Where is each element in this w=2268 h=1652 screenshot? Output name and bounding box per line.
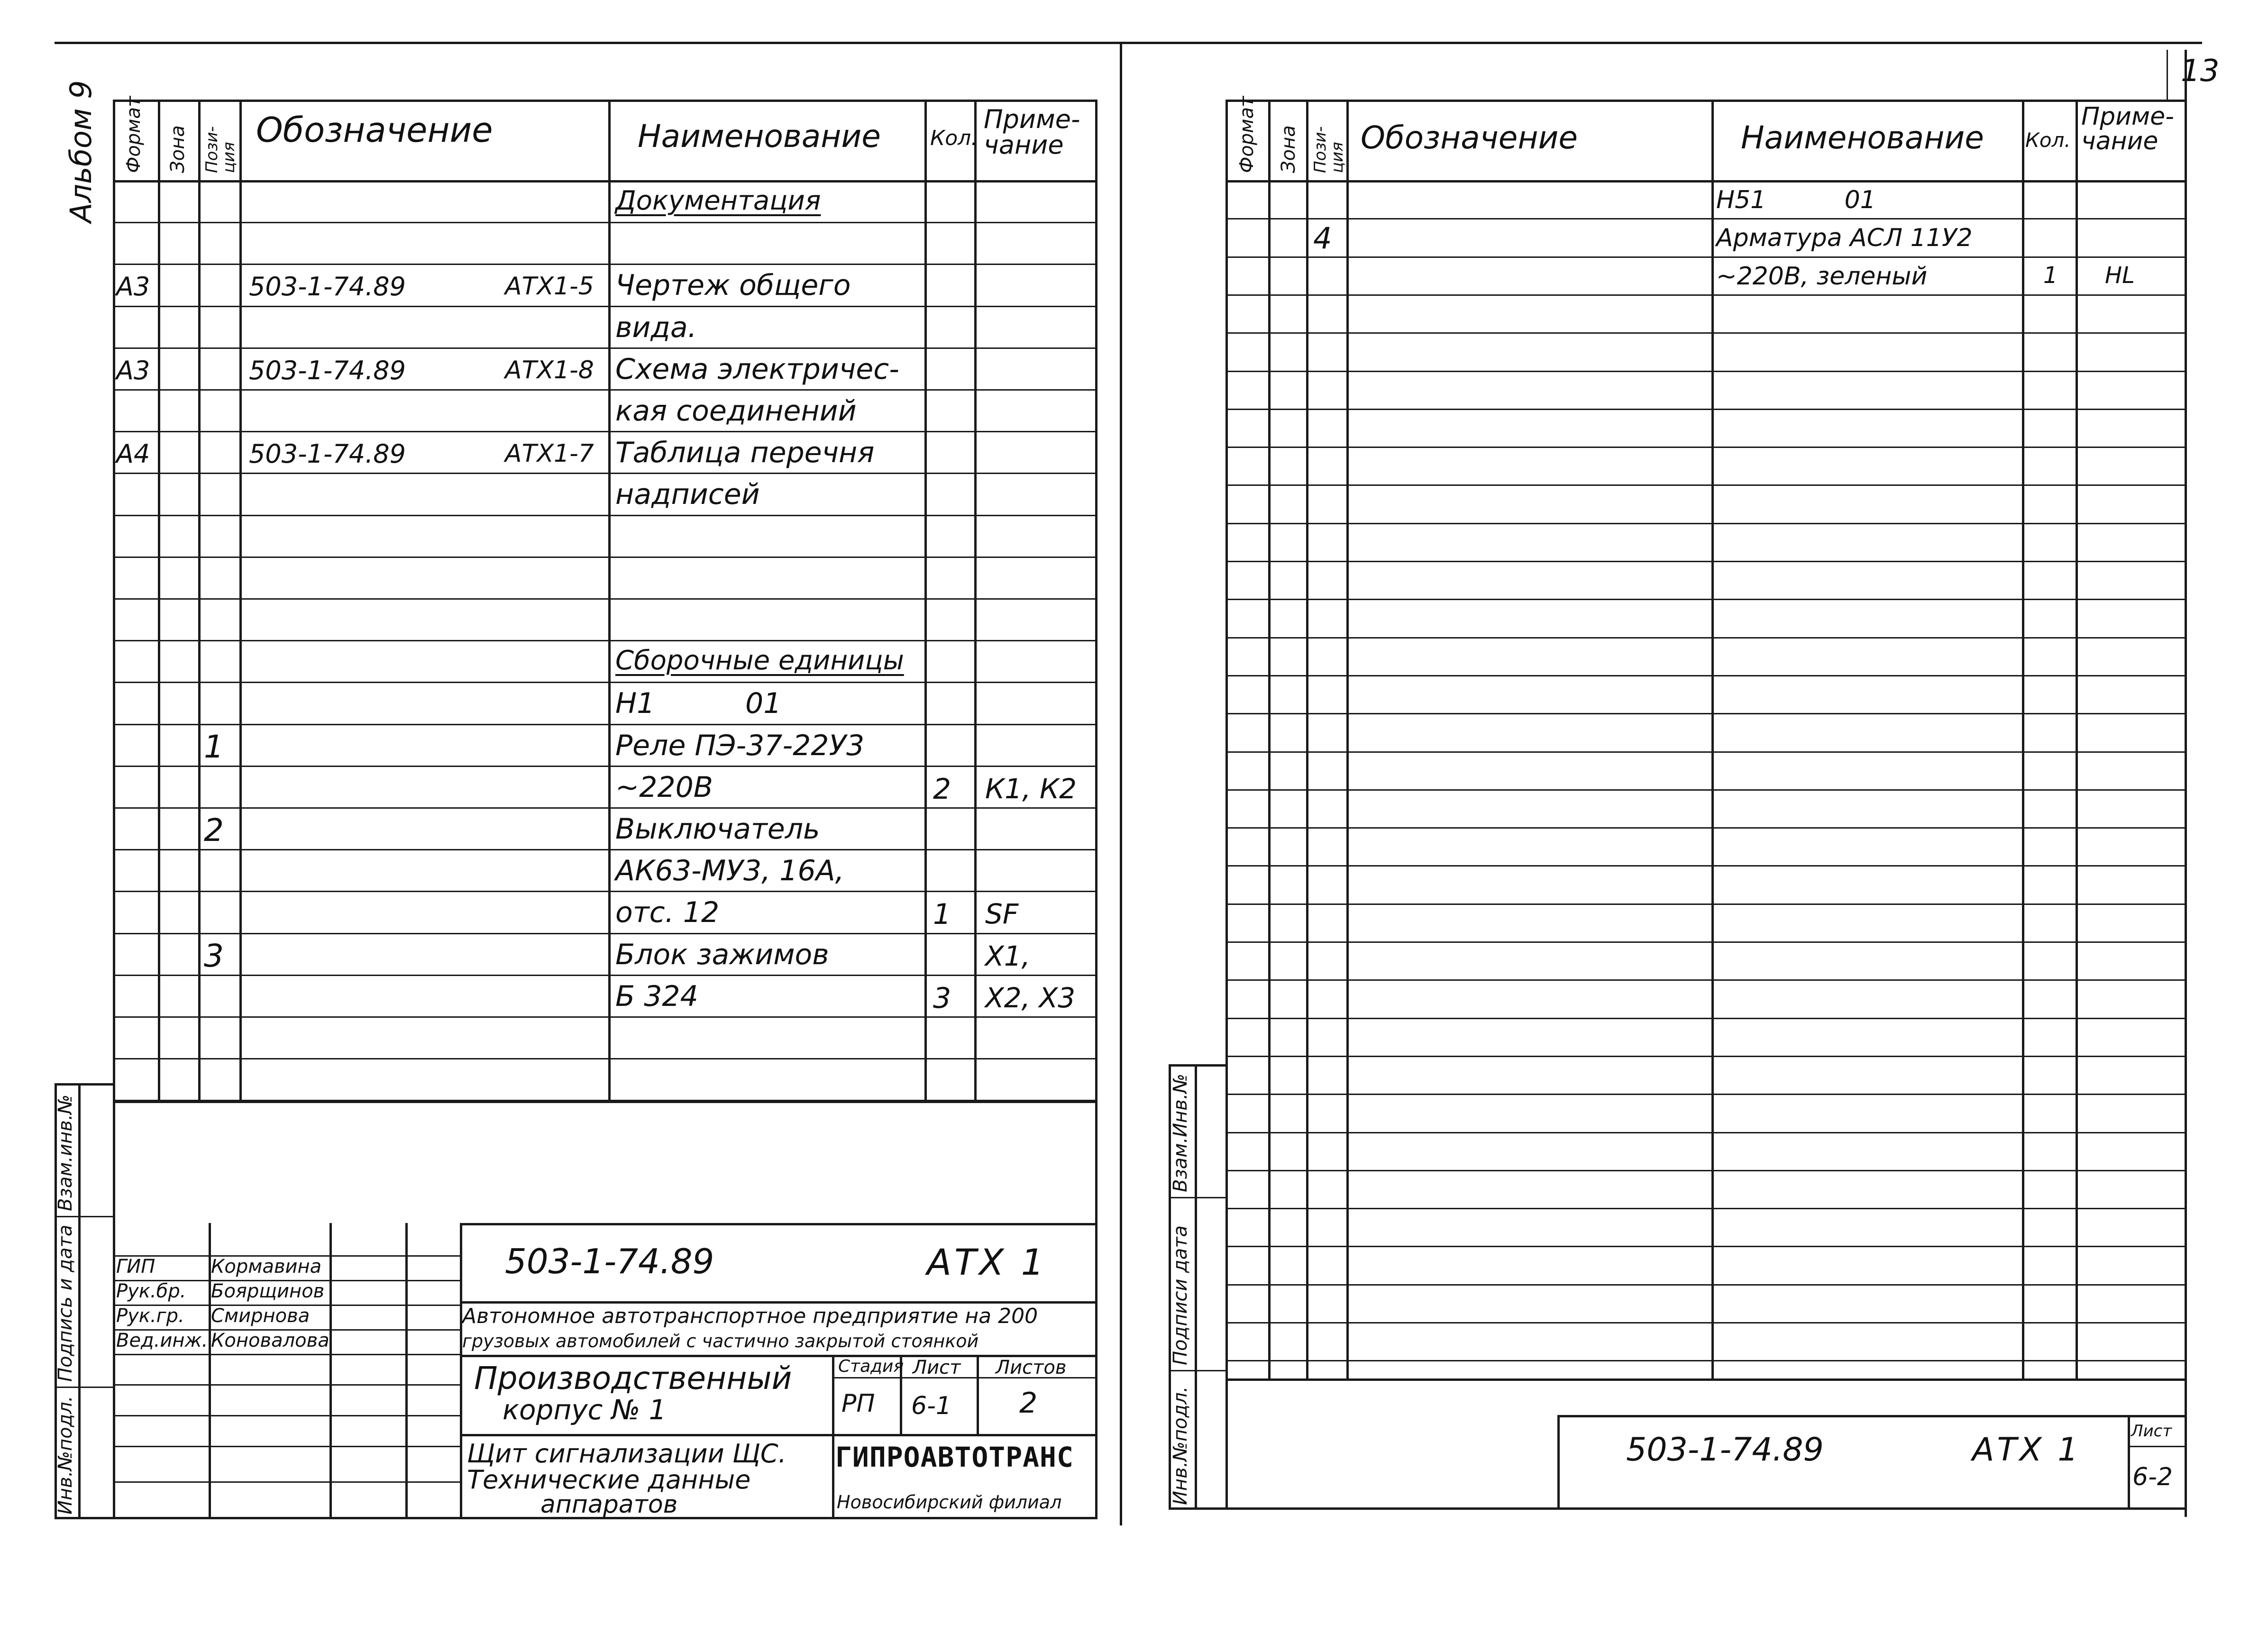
staff-role: Вед.инж.: [116, 1330, 208, 1351]
left-row-line: [113, 473, 1097, 474]
right-row-line: [1225, 904, 2187, 905]
corner-number-divider: [2167, 50, 2168, 102]
staff-role: ГИП: [116, 1256, 155, 1278]
left-row-line: [113, 682, 1097, 683]
right-header-qty: Кол.: [2025, 128, 2071, 152]
left-col-note: [974, 100, 977, 1102]
right-header-format: Формат: [1236, 96, 1258, 173]
row-format: А3: [116, 356, 150, 385]
right-row-line: [1225, 637, 2187, 639]
right-col-zone: [1268, 100, 1271, 1379]
staff-role: Рук.гр.: [116, 1305, 184, 1327]
right-footer-top: [1557, 1415, 2187, 1417]
left-header-qty: Кол.: [930, 126, 978, 150]
row-position: 2: [204, 812, 224, 849]
right-row-line: [1225, 1018, 2187, 1019]
left-frame-left: [113, 100, 115, 1519]
left-col-pos: [198, 100, 201, 1102]
row-qty: 2: [933, 773, 951, 806]
left-row-line: [113, 933, 1097, 934]
row-name: Н51 01: [1716, 186, 1876, 214]
right-col-pos: [1306, 100, 1308, 1379]
left-title-left: [460, 1223, 462, 1519]
right-header-zone: Зона: [1278, 125, 1299, 173]
left-stamp-vzam: Взам.инв.№: [55, 1094, 76, 1211]
row-name: Реле ПЭ-37-22У3: [615, 729, 865, 762]
left-stamp-div1: [55, 1216, 113, 1217]
left-frame-right: [1095, 100, 1097, 1519]
row-name: Таблица перечня: [615, 436, 875, 469]
row-format: А3: [116, 272, 150, 301]
right-footer-sheet-value: 6-2: [2132, 1463, 2173, 1491]
sheet-corner-number: 13: [2181, 54, 2220, 89]
right-frame-right: [2185, 50, 2187, 1517]
title-docnum-line: [460, 1301, 1097, 1304]
left-row-line: [113, 431, 1097, 432]
staff-col-2: [329, 1223, 332, 1519]
left-row-line: [113, 1016, 1097, 1018]
right-row-line: [1225, 484, 2187, 486]
row-qty: 1: [2043, 262, 2058, 289]
right-stamp-div1: [1169, 1197, 1225, 1198]
row-qty: 1: [933, 898, 951, 931]
right-footer-left: [1557, 1415, 1560, 1510]
row-format: А4: [116, 439, 150, 469]
left-col-zone: [158, 100, 160, 1102]
row-name: надписей: [615, 478, 760, 511]
title-doc-title-line1: Щит сигнализации ЩС.: [467, 1439, 786, 1469]
right-footer-sheet-line: [2128, 1446, 2187, 1447]
right-row-line: [1225, 599, 2187, 600]
left-header-position-text: Пози- ция: [202, 126, 238, 173]
row-name: Сборочные единицы: [615, 645, 904, 676]
title-sheets-value: 2: [1019, 1387, 1038, 1420]
title-sheet-label: Лист: [913, 1357, 961, 1378]
right-footer-bottom: [1171, 1507, 2187, 1510]
row-position: 4: [1313, 221, 1332, 256]
left-row-line: [113, 515, 1097, 516]
title-sheets-col: [977, 1355, 979, 1434]
right-row-line: [1225, 1094, 2187, 1095]
right-col-qty: [2022, 100, 2024, 1379]
row-name: ~220В, зеленый: [1716, 262, 1928, 291]
left-col-name: [608, 100, 611, 1102]
left-header-zone: Зона: [167, 125, 189, 173]
left-stamp-bottom: [55, 1517, 113, 1519]
row-qty: 3: [933, 982, 951, 1015]
right-row-line: [1225, 865, 2187, 867]
right-col-note: [2076, 100, 2078, 1379]
left-col-qty: [924, 100, 927, 1102]
staff-row-5: [113, 1354, 460, 1355]
right-row-line: [1225, 371, 2187, 372]
org-branch: Новосибирский филиал: [837, 1492, 1062, 1513]
row-position: 1: [204, 729, 224, 765]
right-header-bottom: [1225, 180, 2187, 183]
left-row-line: [113, 598, 1097, 600]
left-title-top: [460, 1223, 1097, 1225]
staff-name: Боярщинов: [211, 1280, 325, 1302]
right-stamp-inv: Инв.№подл.: [1170, 1386, 1191, 1505]
title-sheet-value: 6-1: [911, 1392, 951, 1420]
staff-name: Кормавина: [211, 1256, 322, 1278]
staff-col-3: [405, 1223, 408, 1519]
right-table-end: [1225, 1378, 2187, 1381]
left-header-bottom: [113, 180, 1097, 183]
page-center-fold-line: [1120, 42, 1122, 1525]
right-row-line: [1225, 256, 2187, 258]
title-doc-title-line2: Технические данные: [467, 1465, 751, 1495]
right-stamp-inner: [1195, 1064, 1197, 1510]
title-building-line2: корпус № 1: [503, 1394, 667, 1426]
left-row-line: [113, 724, 1097, 725]
left-row-line: [113, 1058, 1097, 1059]
row-name: вида.: [615, 311, 697, 344]
left-stamp-podpis: Подпись и дата: [55, 1224, 76, 1382]
right-footer-doc-code: АТХ 1: [1972, 1431, 2081, 1469]
title-doc-title-line3: аппаратов: [540, 1490, 678, 1519]
staff-row-7: [113, 1415, 460, 1416]
right-header-position-text: Пози- ция: [1311, 126, 1347, 173]
row-name: Документация: [615, 185, 821, 216]
page-top-border: [55, 42, 2202, 44]
right-row-line: [1225, 1056, 2187, 1057]
left-stamp-inv: Инв.№подл.: [55, 1396, 76, 1515]
left-header-note: [984, 104, 1093, 160]
right-row-line: [1225, 447, 2187, 448]
right-row-line: [1225, 561, 2187, 562]
right-header-note-text: Приме- чание: [2081, 102, 2174, 155]
right-row-line: [1225, 827, 2187, 829]
title-sheets-label: Листов: [996, 1357, 1067, 1378]
title-stage-label: Стадия: [838, 1357, 904, 1376]
right-row-line: [1225, 979, 2187, 981]
row-designation: 503-1-74.89: [249, 439, 406, 469]
row-note: НL: [2105, 262, 2135, 289]
right-row-line: [1225, 1360, 2187, 1361]
left-header-note-text: Приме- чание: [984, 104, 1080, 160]
row-note: К1, К2: [985, 773, 1077, 805]
title-doc-code: АТХ 1: [927, 1241, 1047, 1283]
right-row-line: [1225, 751, 2187, 753]
right-header-name: Наименование: [1741, 119, 1984, 156]
right-footer-doc-number: 503-1-74.89: [1626, 1431, 1824, 1469]
row-name: отс. 12: [615, 896, 720, 929]
album-label: Альбом 9: [64, 80, 98, 223]
left-row-line: [113, 849, 1097, 850]
right-row-line: [1225, 789, 2187, 791]
right-stamp-vzam: Взам.Инв.№: [1170, 1073, 1191, 1192]
row-note: SF: [985, 898, 1019, 930]
left-frame-top: [113, 100, 1097, 102]
row-name: Блок зажимов: [615, 938, 829, 971]
left-row-line: [113, 975, 1097, 976]
row-note: Х1,: [985, 940, 1031, 972]
left-stamp-inner: [78, 1083, 81, 1519]
right-row-line: [1225, 1208, 2187, 1209]
left-header-format: Формат: [123, 96, 145, 173]
right-footer-sheet-label: Лист: [2131, 1422, 2172, 1441]
right-col-designation: [1346, 100, 1349, 1379]
left-row-line: [113, 640, 1097, 641]
staff-name: Коновалова: [211, 1330, 329, 1351]
staff-row-8: [113, 1446, 460, 1447]
left-row-line: [113, 766, 1097, 767]
row-name: Арматура АСЛ 11У2: [1716, 224, 1973, 252]
left-stamp-top: [55, 1083, 113, 1086]
staff-row-9: [113, 1481, 460, 1483]
staff-name: Смирнова: [211, 1305, 310, 1327]
right-row-line: [1225, 218, 2187, 219]
row-name: ~220В: [615, 771, 713, 804]
left-row-line: [113, 807, 1097, 809]
left-row-line: [113, 347, 1097, 349]
left-row-line: [113, 222, 1097, 223]
left-row-line: [113, 891, 1097, 892]
row-note: Х2, Х3: [985, 982, 1076, 1014]
right-row-line: [1225, 523, 2187, 524]
row-name: кая соединений: [615, 394, 857, 428]
left-table-end: [113, 1101, 1097, 1103]
right-row-line: [1225, 1284, 2187, 1286]
left-row-line: [113, 389, 1097, 391]
row-name: Н1 01: [615, 687, 782, 720]
row-designation: 503-1-74.89: [249, 272, 406, 301]
right-row-line: [1225, 1246, 2187, 1247]
right-header-note: [2081, 104, 2176, 154]
title-stage-col: [832, 1355, 834, 1519]
row-name: Б 324: [615, 980, 698, 1013]
right-frame-left: [1225, 100, 1228, 1510]
row-designation-code: АТХ1-5: [505, 272, 594, 301]
right-stamp-top: [1169, 1064, 1225, 1067]
right-row-line: [1225, 1170, 2187, 1171]
right-row-line: [1225, 675, 2187, 676]
title-building-line1: Производственный: [474, 1360, 792, 1396]
left-row-line: [113, 264, 1097, 265]
row-name: Схема электричес-: [615, 353, 899, 386]
right-footer-sheet-col: [2128, 1415, 2130, 1510]
right-row-line: [1225, 941, 2187, 943]
right-row-line: [1225, 1322, 2187, 1323]
org-name: ГИПРОАВТОТРАНС: [835, 1441, 1074, 1473]
row-designation-code: АТХ1-7: [505, 439, 594, 468]
row-designation-code: АТХ1-8: [505, 356, 594, 384]
right-row-line: [1225, 713, 2187, 714]
left-header-name: Наименование: [638, 118, 881, 155]
title-stage-value: РП: [841, 1389, 875, 1418]
row-name: Выключатель: [615, 812, 820, 846]
right-header-designation: Обозначение: [1361, 119, 1578, 156]
right-row-line: [1225, 409, 2187, 410]
staff-role: Рук.бр.: [116, 1280, 186, 1302]
left-row-line: [113, 306, 1097, 307]
left-header-designation: Обозначение: [256, 110, 493, 150]
row-name: Чертеж общего: [615, 269, 851, 302]
title-doc-number: 503-1-74.89: [505, 1241, 714, 1281]
staff-row-6: [113, 1384, 460, 1386]
row-designation: 503-1-74.89: [249, 356, 406, 385]
right-col-name: [1711, 100, 1714, 1379]
title-project-line2: грузовых автомобилей с частично закрытой стоянкой: [462, 1331, 979, 1351]
left-header-position: [204, 102, 238, 173]
right-header-position: [1312, 102, 1346, 173]
title-project-line1: Автономное автотранспортное предприятие на 200: [462, 1304, 1038, 1328]
right-row-line: [1225, 332, 2187, 334]
row-position: 3: [204, 938, 224, 974]
right-row-line: [1225, 1132, 2187, 1133]
right-stamp-div2: [1169, 1370, 1225, 1371]
right-stamp-podpis: Подписи дата: [1170, 1225, 1191, 1365]
left-stamp-div2: [55, 1387, 113, 1388]
title-building-line: [460, 1434, 1097, 1436]
left-row-line: [113, 557, 1097, 558]
right-frame-top: [1225, 100, 2187, 102]
left-col-designation: [239, 100, 242, 1102]
right-row-line: [1225, 294, 2187, 296]
row-name: АК63-МУ3, 16А,: [615, 854, 844, 887]
